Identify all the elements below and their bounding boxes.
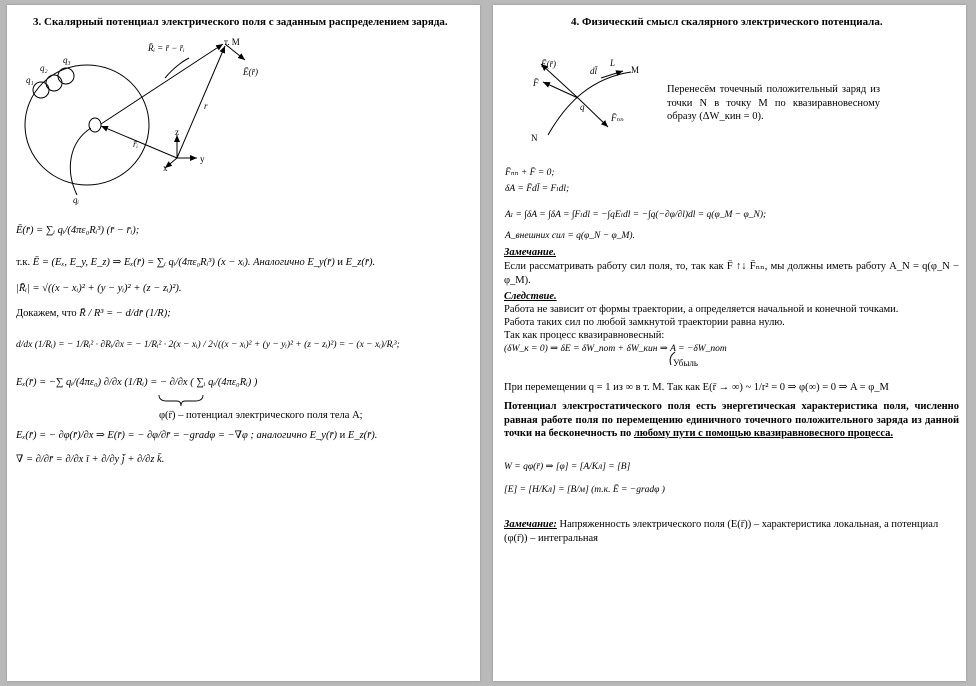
diagram-Fvn-label: F̄ₙₙ	[611, 113, 624, 123]
diagram-q2-label: q₂	[40, 63, 48, 73]
F-arrow	[543, 82, 578, 98]
consequence-label: Следствие.	[504, 291, 557, 302]
eq-gradient-ey: E_y(r̄)	[309, 430, 338, 441]
charge-q3-circle	[58, 68, 74, 84]
diagram-E-label: Ē(r̄)	[243, 67, 258, 77]
consequence-3: Так как процесс квазиравновесный:	[504, 330, 665, 341]
diagram-q3-label: q₃	[63, 55, 71, 65]
consequence-1: Работа не зависит от формы траектории, а определяется начальной и конечной точками.	[504, 304, 899, 315]
eq-work-integral: Aₗ = ∫δA = ∫δA = ∫Fₗdl = −∫qEₗdl = −∫q(−∂φ/∂l)dl = q(φ_M − φ_N);	[505, 210, 767, 220]
eq-force-balance: F̄ₙₙ + F̄ = 0;	[505, 168, 555, 178]
charge-qi-circle	[89, 118, 101, 132]
final-remark	[504, 518, 959, 545]
intro-text: Перенесём точечный положительный заряд из точки N в точку M по квазиравновесному образу (ΔW_кин = 0).	[667, 84, 880, 122]
eq-nabla: ∇ = ∂/∂r̄ = ∂/∂x ī + ∂/∂y j̄ + ∂/∂z k̄.	[16, 454, 165, 465]
potential-definition	[504, 400, 959, 441]
Ri-vector	[101, 44, 223, 124]
eq-field-units: [E] = [Н/Кл] = [В/м] (т.к. Ē = −gradφ )	[504, 485, 665, 495]
body-circle	[25, 65, 149, 185]
diagram-y-label: y	[200, 154, 205, 164]
charge-distribution-diagram	[7, 30, 480, 210]
eq-energy: (δW_к = 0) ⇒ δE = δW_пот + δW_кин ⇒ A = −δW_пот	[504, 344, 727, 354]
eq-components	[16, 256, 375, 268]
left-title: 3. Скалярный потенциал электрического поля с заданным распределением заряда.	[33, 16, 448, 28]
diagram-E-label: Ē(r̄)	[541, 59, 556, 69]
remark-text: Если рассматривать работу сил поля, то, так как F̄ ↑↓ F̄ₙₙ, мы должны иметь работу A_N = q(φ_N − φ_M).	[504, 261, 959, 286]
charge-q2-circle	[46, 75, 62, 91]
prove-eq: R̄ / R³ = − d/dr̄ (1/R);	[79, 308, 171, 319]
diagram-dl-label: dl̄	[590, 66, 598, 76]
eq-work-element: δA = F̄dl̄ = Fₗdl;	[505, 184, 570, 194]
move-text: При перемещении q = 1 из ∞ в т. M. Так как E(r̄ → ∞) ~ 1/r² = 0 ⇒ φ(∞) = 0 ⇒ A = φ_M	[504, 382, 889, 393]
diagram-z-label: z	[175, 127, 179, 137]
prove-line	[16, 308, 171, 319]
diagram-L-label: L	[610, 58, 616, 68]
final-remark-label: Замечание:	[504, 519, 557, 530]
eq-external-work: A_внешних сил = q(φ_N − φ_M).	[505, 231, 635, 241]
eq-gradient-ez: E_z(r̄).	[347, 430, 378, 441]
diagram-F-label: F̄	[533, 78, 539, 88]
phi-definition: φ(r̄) – потенциал электрического поля тела А;	[159, 410, 363, 421]
diagram-M-label: M	[631, 65, 640, 75]
diagram-x-label: x	[163, 163, 168, 173]
diagram-point-M: т. M	[224, 37, 240, 47]
diagram-N-label: N	[531, 133, 538, 143]
eq-potential-units: W = qφ(r̄) ⇒ [φ] = [A/Кл] = [В]	[504, 462, 631, 472]
eq-gradient-and: и	[339, 430, 346, 441]
diagram-ri-label: r̄ᵢ	[133, 139, 138, 149]
r-vector	[177, 46, 225, 158]
consequence-2: Работа таких сил по любой замкнутой траектории равна нулю.	[504, 317, 785, 328]
eq-components-prefix: т.к.	[16, 257, 31, 268]
eq-gradient	[16, 429, 377, 441]
eq-distance: |R̄ᵢ| = √((x − xᵢ)² + (y − yᵢ)² + (z − zᵢ)²).	[16, 283, 182, 294]
diagram-Ri-label: R̄ᵢ = r̄ − r̄ᵢ	[148, 43, 185, 53]
eq-components-ez: E_z(r̄).	[345, 257, 376, 268]
eq-components-and: и	[337, 257, 344, 268]
E-arrow	[541, 64, 578, 98]
eq-ex-potential: Eₓ(r̄) = −∑ qᵢ/(4πε₀) ∂/∂x (1/Rᵢ) = − ∂/∂x ( ∑ᵢ qᵢ/(4πε₀Rᵢ) )	[16, 377, 258, 388]
eq-components-ey: E_y(r̄)	[307, 257, 335, 268]
diagram-q1-label: q₁	[26, 75, 34, 85]
eq-gradient-main: Eₓ(r̄) = − ∂φ(r̄)/∂x ⇒ E(r̄) = − ∂φ/∂r̄ = −gradφ = −∇φ ; аналогично	[16, 430, 307, 441]
prove-text: Докажем, что	[16, 308, 77, 319]
underbrace	[157, 393, 205, 407]
diagram-qi-label: qᵢ	[73, 195, 79, 205]
eq-components-main: Ē = (Eₓ, E_y, E_z) ⇒ Eₓ(r̄) = ∑ᵢ qᵢ/(4πε₀Rᵢ³) (x − xᵢ). Аналогично	[32, 257, 305, 268]
left-page	[7, 5, 480, 681]
final-remark-text: Напряженность электрического поля (E(r̄)) – характеристика локальная, а потенциал (φ(r̄)) – интегральная	[504, 519, 939, 544]
right-page	[493, 5, 966, 681]
diagram-r-label: r	[204, 101, 208, 111]
right-title: 4. Физический смысл скалярного электрического потенциала.	[571, 16, 883, 28]
ri-vector	[101, 126, 177, 158]
ubyl-label: Убыль	[673, 358, 699, 368]
eq-derivative: d/dx (1/Rᵢ) = − 1/Rᵢ² · ∂Rᵢ/∂x = − 1/Rᵢ² · 2(x − xᵢ) / 2√((x − xᵢ)² + (y − yᵢ)² + (z − zᵢ)²) = − (x − xᵢ)/Rᵢ³;	[16, 340, 400, 350]
potential-definition-2: любому пути с помощью квазиравновесного процесса.	[633, 428, 893, 439]
eq-field-sum: Ē(r̄) = ∑ᵢ qᵢ/(4πε₀Rᵢ³) (r̄ − r̄ᵢ);	[16, 225, 140, 236]
potential-definition-1: Потенциал электростатического поля есть энергетическая характеристика поля, численно равная работе поля по перемещению единичного точечного положительного заряда из данной точки на бесконечность по	[504, 401, 959, 439]
remark-label: Замечание.	[504, 247, 557, 258]
diagram-q-label: q	[580, 102, 585, 112]
